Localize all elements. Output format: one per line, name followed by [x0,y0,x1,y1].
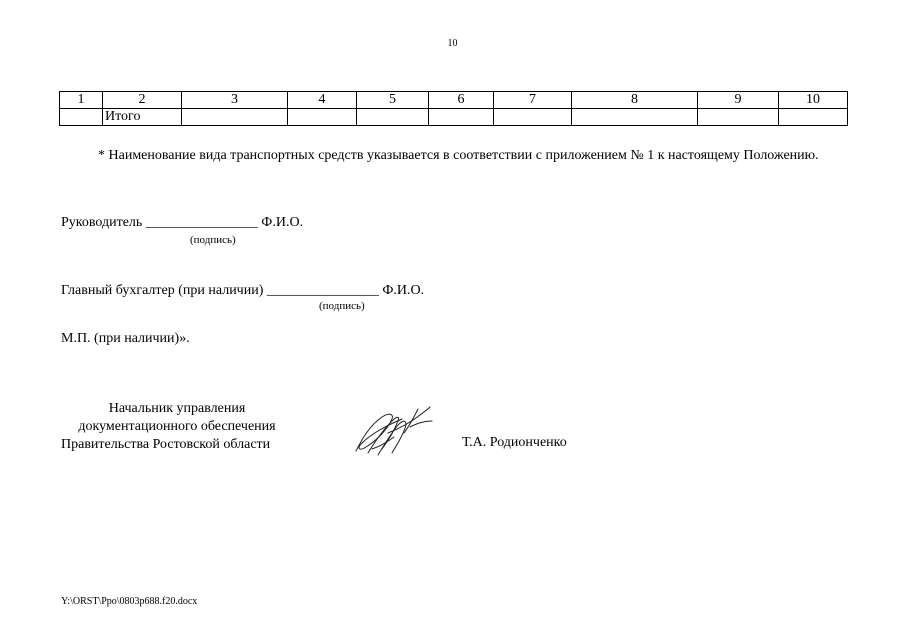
table-cell [60,109,103,126]
head-signature-line: Руководитель ________________ Ф.И.О. [61,215,304,230]
page-number: 10 [447,38,458,49]
signatory-title-line2: документационного обеспечения [78,419,276,434]
table-cell [779,109,848,126]
signer-name: Т.А. Родионченко [462,435,567,450]
signatory-title-line3: Правительства Ростовской области [61,437,271,452]
table-cell [182,109,288,126]
table-header-cell: 7 [494,92,572,109]
table-cell [494,109,572,126]
data-table [59,91,848,126]
table-cell [357,109,429,126]
accountant-signature-line: Главный бухгалтер (при наличии) ________________ Ф.И.О. [61,283,425,298]
table-cell [698,109,779,126]
file-path: Y:\ORST\Ppo\0803p688.f20.docx [61,596,198,607]
head-signature-caption: (подпись) [190,234,236,246]
footnote: * Наименование вида транспортных средств указывается в соответствии с приложением № 1 к настоящему Положению. [98,148,819,163]
table-cell [429,109,494,126]
signatory-title-line1: Начальник управления [108,401,246,416]
table-cell-total-label: Итого [103,109,182,126]
table-header-cell: 1 [60,92,103,109]
seal-line: М.П. (при наличии)». [61,331,190,346]
table-header-cell: 2 [103,92,182,109]
table-header-cell: 6 [429,92,494,109]
table-header-cell: 8 [572,92,698,109]
signatory-title [61,400,293,454]
accountant-signature-caption: (подпись) [319,300,365,312]
table-total-row [60,109,848,126]
table-header-cell: 3 [182,92,288,109]
table-cell [572,109,698,126]
table-header-row [60,92,848,109]
table-header-cell: 4 [288,92,357,109]
table-header-cell: 5 [357,92,429,109]
table-header-cell: 9 [698,92,779,109]
table-header-cell: 10 [779,92,848,109]
handwritten-signature [348,403,438,458]
table-cell [288,109,357,126]
